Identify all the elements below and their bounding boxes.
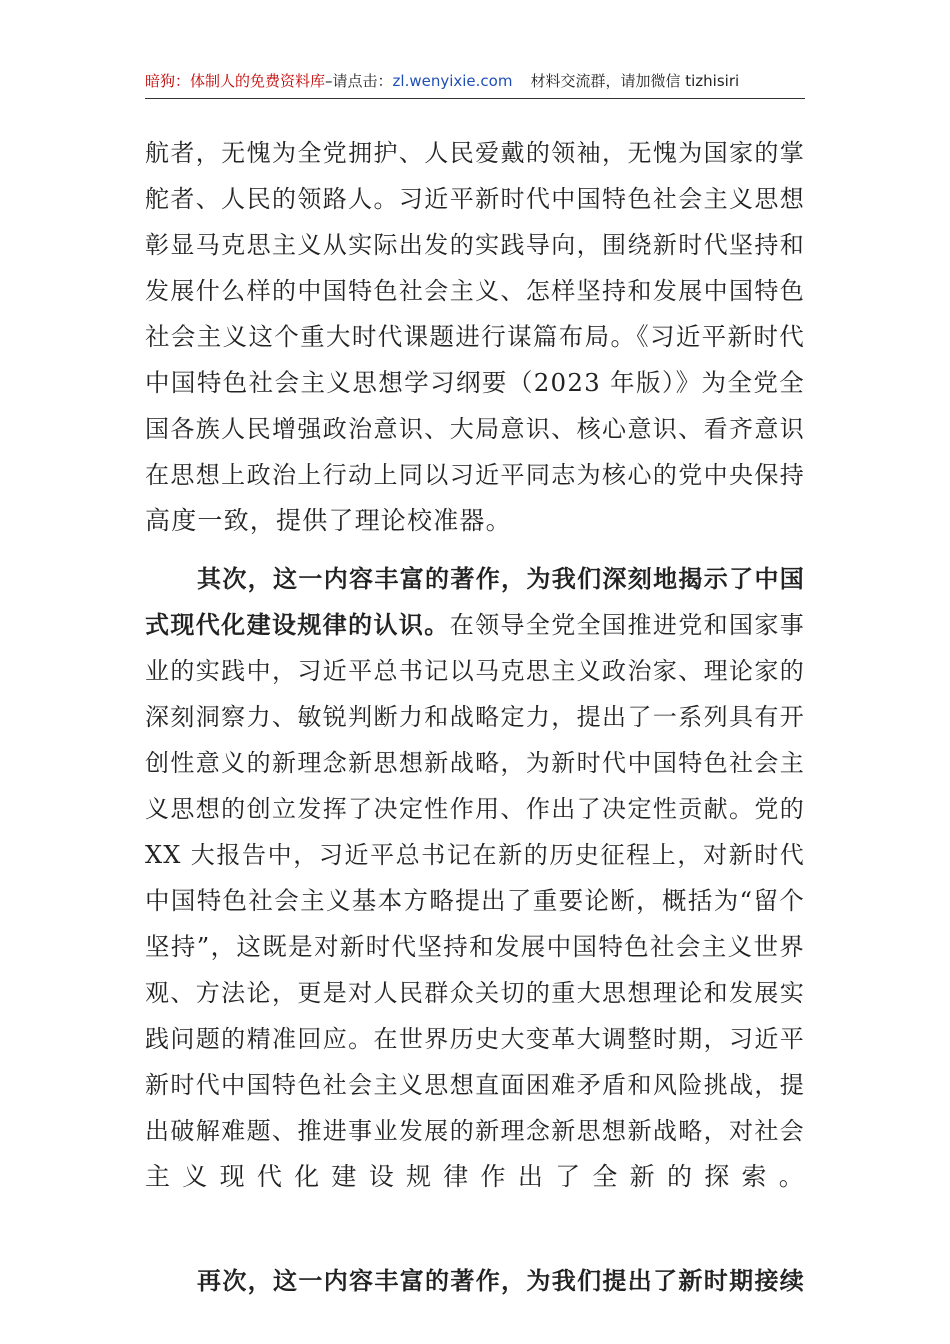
text-line: 业的实践中，习近平总书记以马克思主义政治家、理论家的 xyxy=(145,657,805,685)
header-url-link[interactable]: zl.wenyixie.com xyxy=(392,72,513,90)
text-line: 在思想上政治上行动上同以习近平同志为核心的党中央保持 xyxy=(145,461,805,489)
text-line xyxy=(145,1200,805,1246)
text-run: 在领导全党全国推进党和国家事 xyxy=(449,611,805,639)
document-body xyxy=(145,130,805,1304)
text-line: 践问题的精准回应。在世界历史大变革大调整时期，习近平 xyxy=(145,1025,805,1053)
header-brand: 暗狗：体制人的免费资料库 xyxy=(145,72,326,90)
text-line: 舵者、人民的领路人。习近平新时代中国特色社会主义思想 xyxy=(145,185,805,213)
paragraph-1 xyxy=(145,130,805,544)
text-line-mixed xyxy=(145,602,805,648)
text-line: 义思想的创立发挥了决定性作用、作出了决定性贡献。党的 xyxy=(145,795,805,823)
text-line: 中国特色社会主义思想学习纲要（2023 年版）》为全党全 xyxy=(145,368,805,397)
paragraph-2 xyxy=(145,556,805,1246)
paragraph-3 xyxy=(145,1258,805,1304)
text-line: 主义现代化建设规律作出了全新的探索。 xyxy=(145,1162,805,1191)
text-line: 国各族人民增强政治意识、大局意识、核心意识、看齐意识 xyxy=(145,415,805,443)
text-line: 社会主义这个重大时代课题进行谋篇布局。《习近平新时代 xyxy=(145,322,805,351)
text-line: 创性意义的新理念新思想新战略，为新时代中国特色社会主 xyxy=(145,749,805,777)
header-prompt: –请点击： xyxy=(325,72,393,90)
text-line: 发展什么样的中国特色社会主义、怎样坚持和发展中国特色 xyxy=(145,277,805,305)
header-group-note: 材料交流群，请加微信 tizhisiri xyxy=(530,72,740,90)
text-line-bold: 再次，这一内容丰富的著作，为我们提出了新时期接续 xyxy=(197,1266,805,1295)
text-line: 观、方法论，更是对人民群众关切的重大思想理论和发展实 xyxy=(145,979,805,1007)
page-header xyxy=(145,66,805,99)
text-line: 中国特色社会主义基本方略提出了重要论断，概括为“留个 xyxy=(145,886,805,915)
text-line: 深刻洞察力、敏锐判断力和战略定力，提出了一系列具有开 xyxy=(145,703,805,731)
text-line: 高度一致，提供了理论校准器。 xyxy=(145,506,512,535)
bold-lead-in: 式现代化建设规律的认识。 xyxy=(145,610,450,639)
text-line: 坚持”，这既是对新时代坚持和发展中国特色社会主义世界 xyxy=(145,932,805,961)
text-line: 彰显马克思主义从实际出发的实践导向，围绕新时代坚持和 xyxy=(145,231,805,259)
text-line: XX 大报告中，习近平总书记在新的历史征程上，对新时代 xyxy=(145,841,805,869)
text-line: 出破解难题、推进事业发展的新理念新思想新战略，对社会 xyxy=(145,1117,805,1145)
text-line: 新时代中国特色社会主义思想直面困难矛盾和风险挑战，提 xyxy=(145,1071,805,1099)
text-line-bold: 其次，这一内容丰富的著作，为我们深刻地揭示了中国 xyxy=(197,564,805,593)
text-line: 航者，无愧为全党拥护、人民爱戴的领袖，无愧为国家的掌 xyxy=(145,139,805,167)
